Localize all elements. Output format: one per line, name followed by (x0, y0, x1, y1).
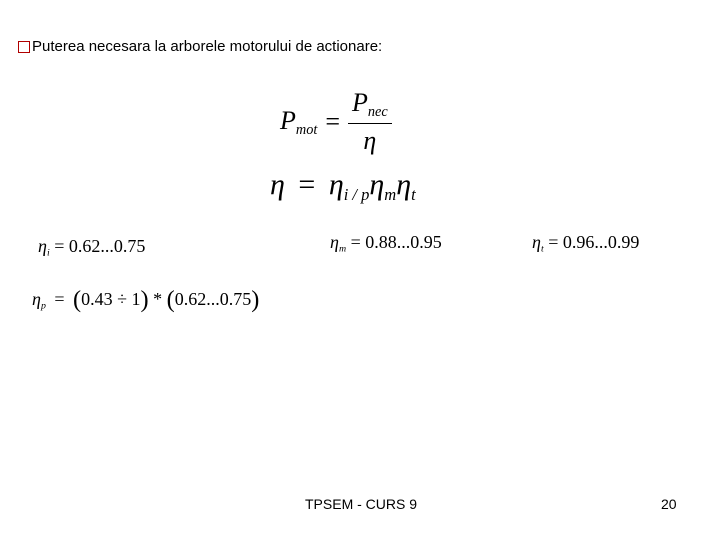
footer-course: TPSEM - CURS 9 (305, 496, 418, 512)
page-number: 20 (661, 496, 677, 512)
eta-total: η (270, 168, 285, 201)
formula-eta-p: $\eta_p = (0.43 \div 1) * (0.62...0.75)$ (32, 286, 260, 313)
formula-efficiency (270, 168, 416, 205)
eta-t: $\eta_t$ (396, 168, 416, 204)
eta-ip: $\eta_{i / p}$ (328, 168, 370, 204)
eta-t-value: = 0.96...0.99 (548, 232, 640, 252)
fraction-numerator: $P_{nec}$ (352, 88, 388, 120)
equals-sign: = (325, 107, 341, 136)
eta-p-factor-1: 0.43 ÷ 1 (81, 289, 141, 309)
eta-m: $\eta_m$ (369, 168, 397, 204)
eta-m-value: = 0.88...0.95 (350, 232, 442, 252)
fraction-denominator: η (348, 123, 392, 156)
fraction (348, 88, 392, 156)
equals-sign: = (298, 168, 316, 201)
bullet-text: Puterea necesara la arborele motorului de actionare: (32, 38, 383, 55)
bullet-point (18, 38, 382, 55)
checkbox-bullet-icon (18, 41, 30, 53)
formula-power-motor (280, 88, 392, 156)
multiply-sign: * (153, 289, 163, 309)
formula-eta-m: $\eta_m = 0.88...0.95$ (330, 232, 442, 255)
eta-i-value: = 0.62...0.75 (54, 236, 146, 256)
formula-eta-i: $\eta_i = 0.62...0.75$ (38, 236, 146, 259)
formula-eta-t: $\eta_t = 0.96...0.99$ (532, 232, 640, 255)
eta-p-factor-2: 0.62...0.75 (174, 289, 252, 309)
p-mot: $P_{mot}$ (280, 105, 318, 138)
